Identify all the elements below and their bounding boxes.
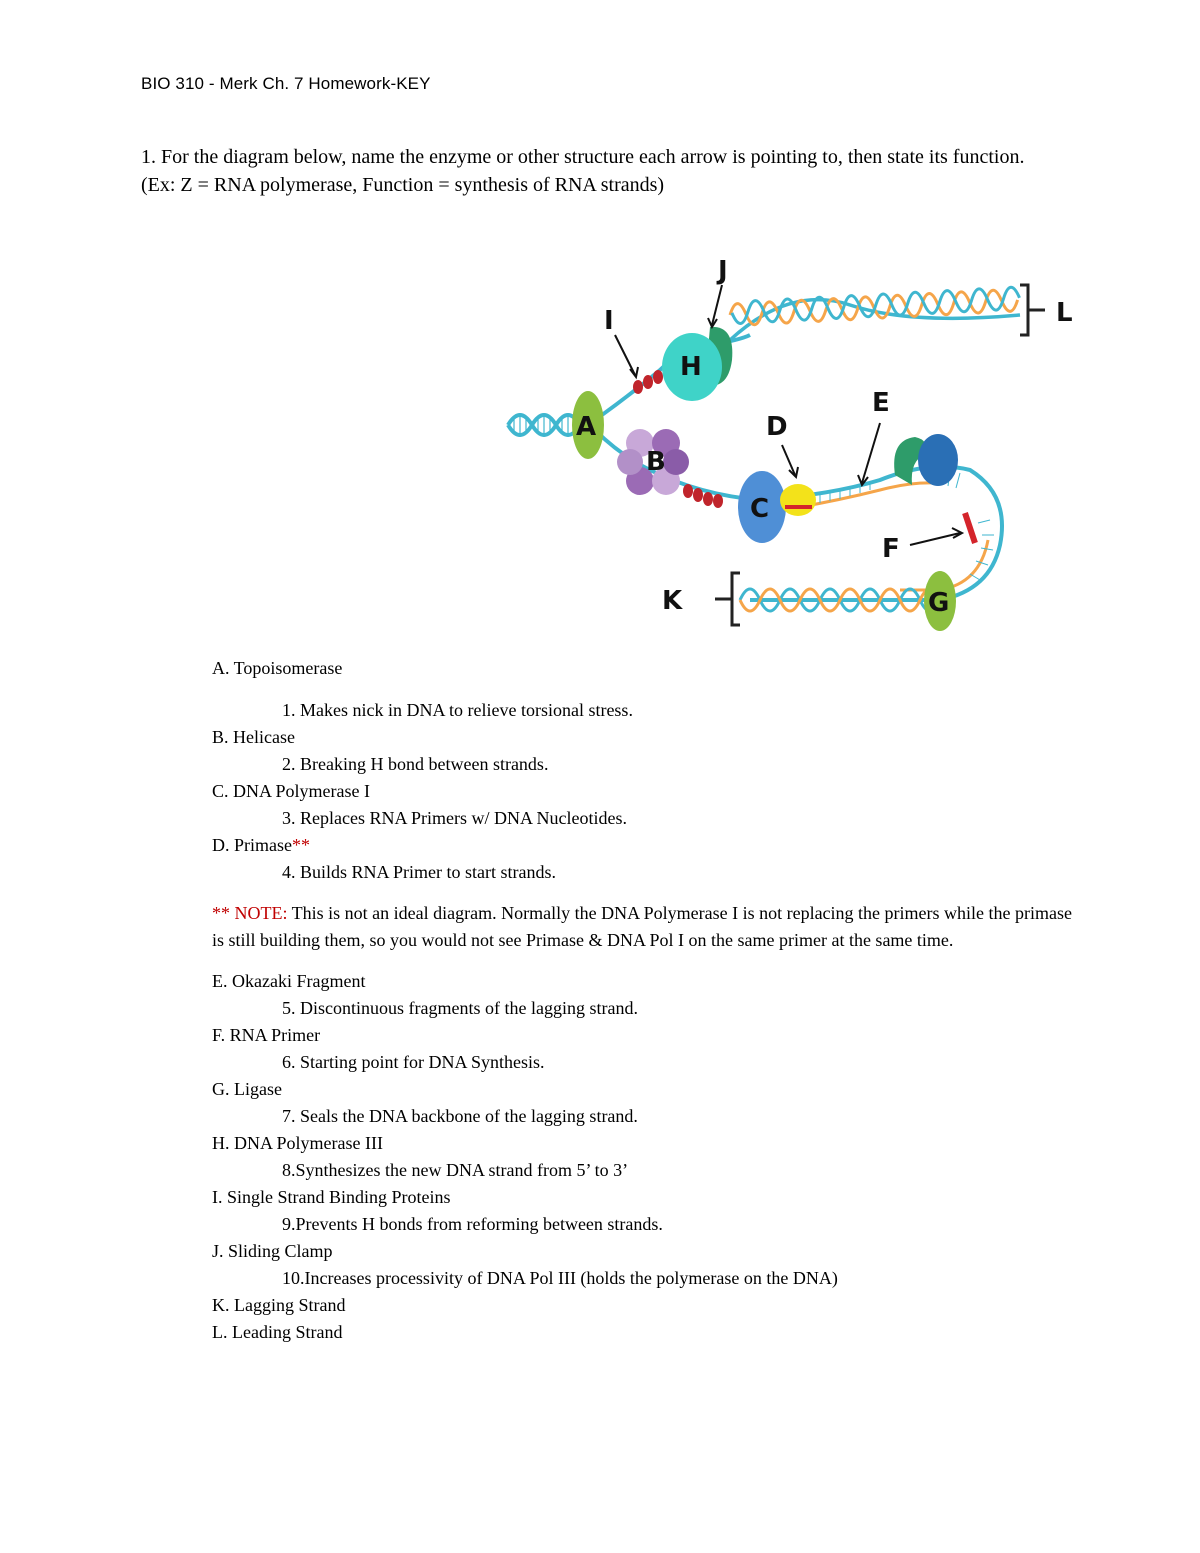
dna-replication-diagram — [500, 245, 1090, 640]
answer-label: E. Okazaki Fragment — [212, 971, 366, 991]
primase-shape — [780, 484, 816, 516]
note-text: This is not an ideal diagram. Normally the DNA Polymerase I is not replacing the primers while the primase is still building them, so you would not see Primase & DNA Pol I on the same primer at the same time. — [212, 903, 1072, 950]
answer-list — [212, 655, 1072, 1346]
answer-item-h — [212, 1130, 1072, 1184]
question-text: 1. For the diagram below, name the enzyme or other structure each arrow is pointing to, then state its function. (Ex: Z = RNA polymerase, Function = synthesis of RNA strands) — [141, 146, 1025, 196]
answer-function: 9.Prevents H bonds from reforming between strands. — [282, 1214, 663, 1234]
answer-item-g — [212, 1076, 1072, 1130]
answer-function: 7. Seals the DNA backbone of the lagging strand. — [282, 1106, 638, 1126]
answer-item-f — [212, 1022, 1072, 1076]
label-k: K — [662, 586, 683, 616]
note-marker: ** — [292, 835, 310, 855]
answer-label-row — [212, 832, 1072, 859]
lagging-pol-iii-shape — [918, 434, 958, 486]
document-header: BIO 310 - Merk Ch. 7 Homework-KEY — [141, 74, 431, 93]
answer-item-e — [212, 968, 1072, 1022]
answer-item-c — [212, 778, 1072, 832]
answer-label: H. DNA Polymerase III — [212, 1133, 383, 1153]
answer-function: 4. Builds RNA Primer to start strands. — [282, 862, 556, 882]
answer-label: C. DNA Polymerase I — [212, 781, 370, 801]
leading-strand-bracket — [1020, 285, 1045, 335]
answer-item-d — [212, 832, 1072, 886]
answer-function: 3. Replaces RNA Primers w/ DNA Nucleotides. — [282, 808, 627, 828]
label-g: G — [928, 588, 950, 618]
spacer — [212, 682, 1072, 697]
answer-function: 1. Makes nick in DNA to relieve torsional stress. — [282, 700, 633, 720]
label-e: E — [872, 388, 890, 418]
answer-label: J. Sliding Clamp — [212, 1241, 333, 1261]
answer-label: B. Helicase — [212, 727, 295, 747]
label-f: F — [882, 534, 900, 564]
answer-item-a — [212, 655, 1072, 724]
label-a: A — [576, 412, 597, 442]
note-paragraph — [212, 900, 1072, 954]
lagging-strand-bracket — [715, 573, 740, 625]
label-c: C — [750, 494, 770, 524]
label-j: J — [718, 256, 728, 286]
answer-function: 6. Starting point for DNA Synthesis. — [282, 1052, 545, 1072]
label-l: L — [1056, 298, 1073, 328]
answer-label: L. Leading Strand — [212, 1322, 343, 1342]
answer-function: 10.Increases processivity of DNA Pol III (holds the polymerase on the DNA) — [282, 1268, 838, 1288]
label-i: I — [604, 306, 614, 336]
answer-function: 2. Breaking H bond between strands. — [282, 754, 549, 774]
answer-label: G. Ligase — [212, 1079, 282, 1099]
label-d: D — [766, 412, 788, 442]
rna-primer-shape — [965, 513, 975, 543]
leading-strand-helix — [729, 287, 1020, 340]
parental-dna-helix — [508, 413, 580, 437]
answer-item-b — [212, 724, 1072, 778]
answer-label: F. RNA Primer — [212, 1025, 321, 1045]
answer-item-l — [212, 1319, 1072, 1346]
answer-item-j — [212, 1238, 1072, 1292]
answer-label: D. Primase — [212, 835, 292, 855]
answer-label: K. Lagging Strand — [212, 1295, 346, 1315]
label-h: H — [680, 352, 702, 382]
ssb-proteins-lower — [683, 484, 723, 508]
answer-function: 8.Synthesizes the new DNA strand from 5’ to 3’ — [282, 1160, 629, 1180]
answer-label: A. Topoisomerase — [212, 658, 343, 678]
answer-item-i — [212, 1184, 1072, 1238]
answer-item-k — [212, 1292, 1072, 1319]
note-prefix: ** NOTE: — [212, 903, 288, 923]
label-b: B — [646, 447, 666, 477]
answer-function: 5. Discontinuous fragments of the lagging strand. — [282, 998, 638, 1018]
answer-label: I. Single Strand Binding Proteins — [212, 1187, 451, 1207]
